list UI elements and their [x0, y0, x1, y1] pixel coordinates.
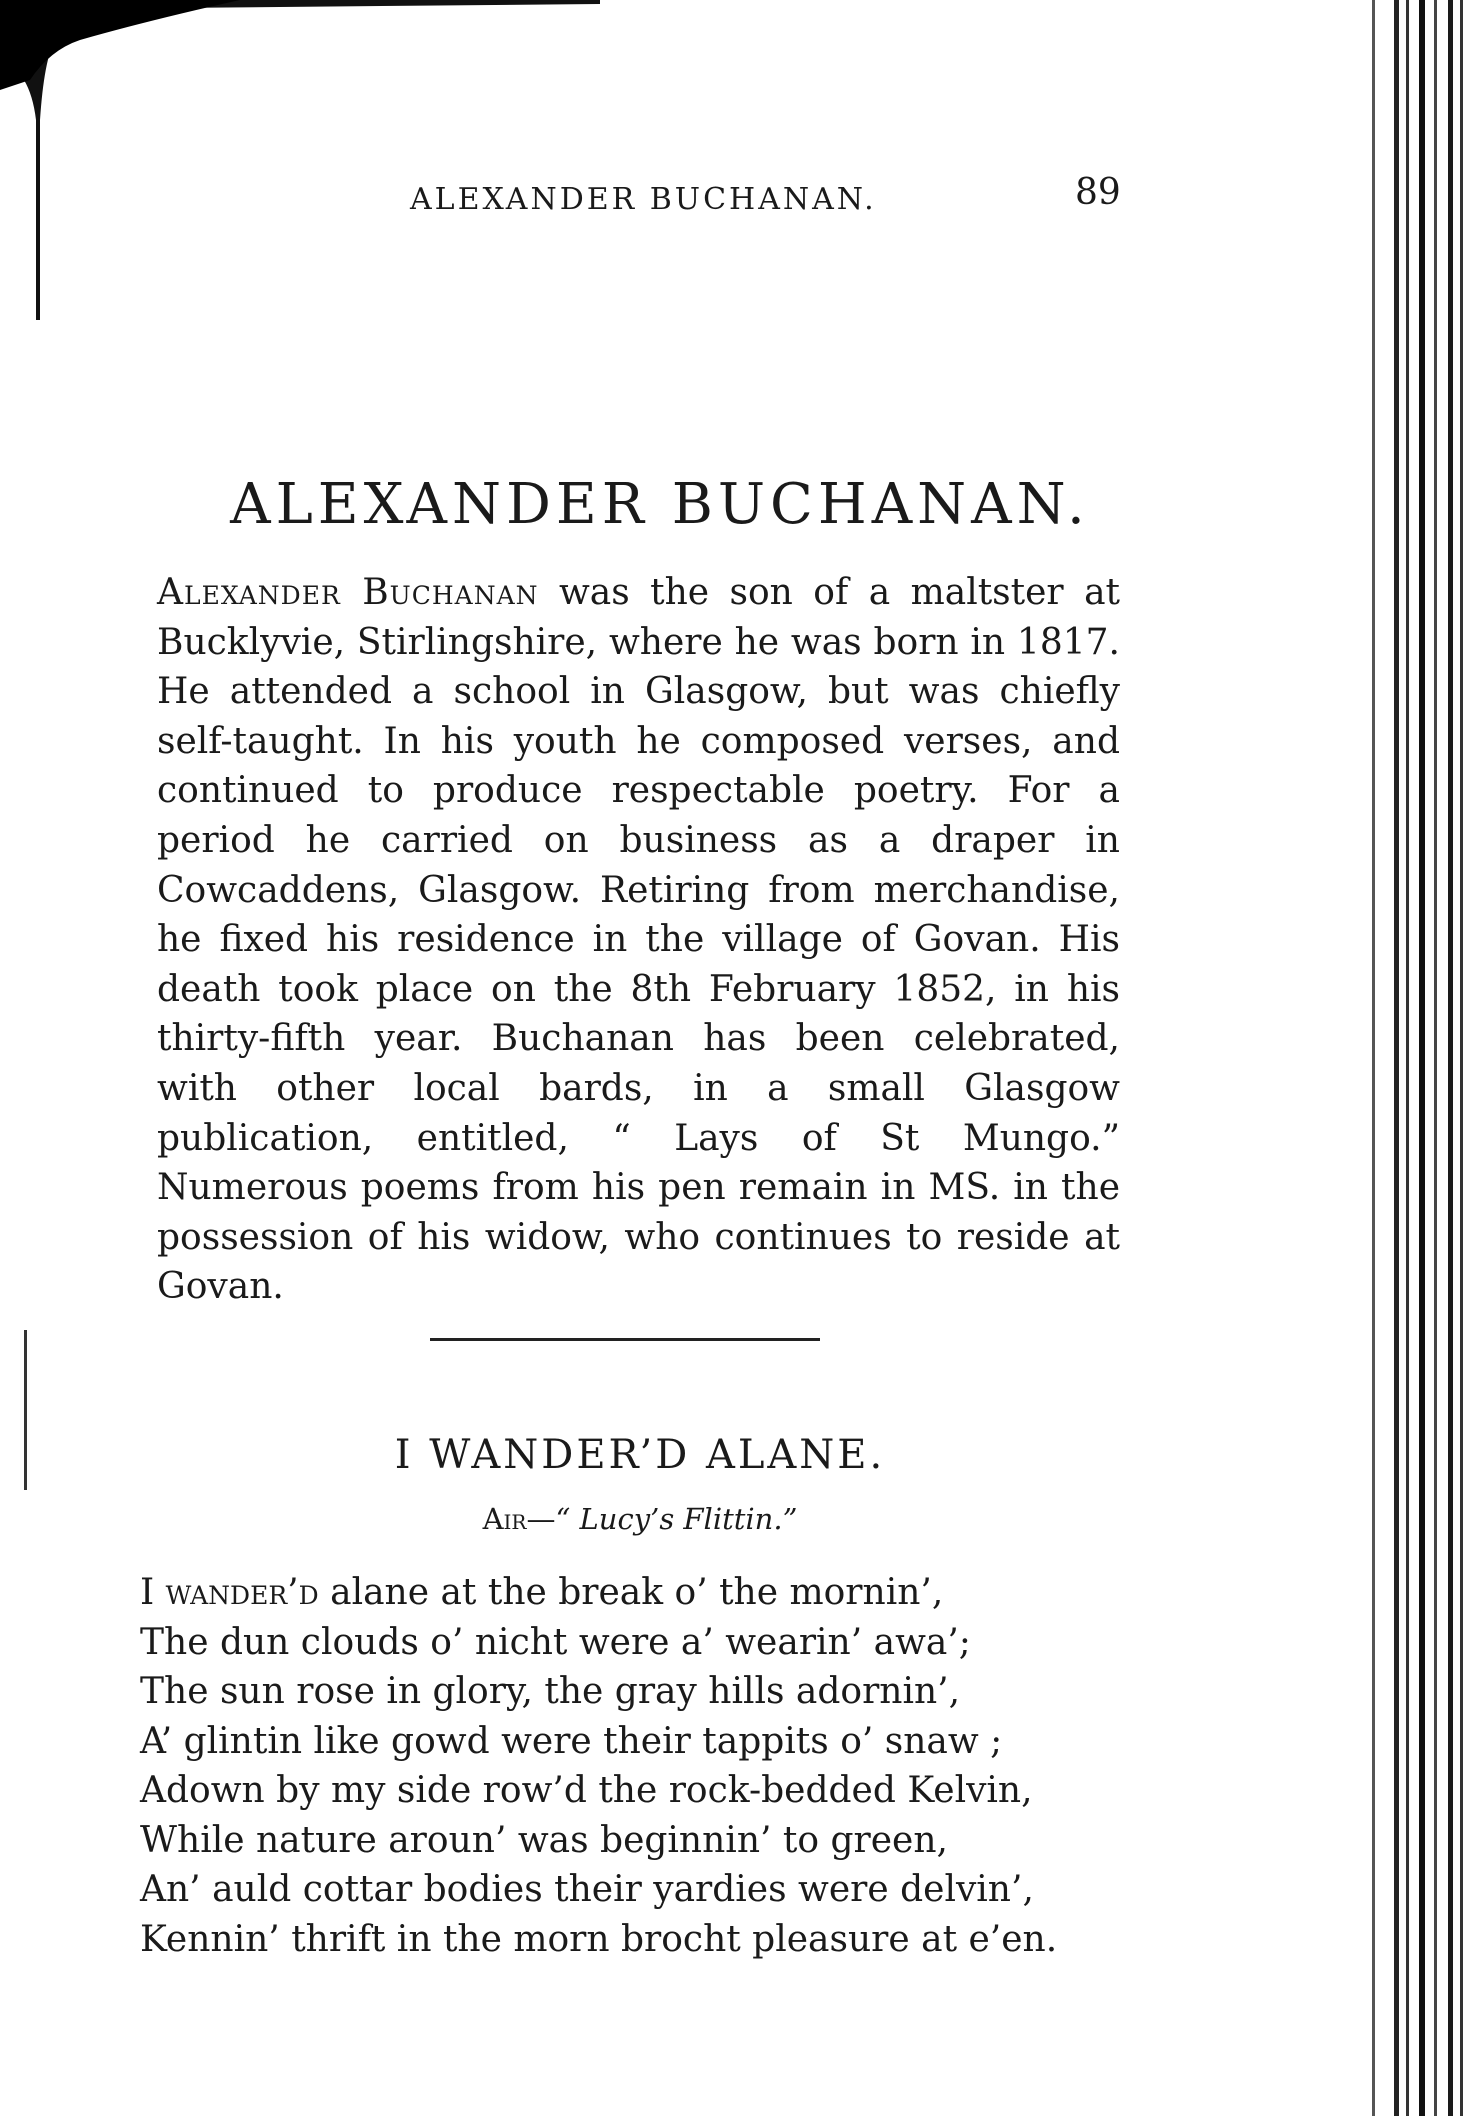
poem-line [140, 1568, 1057, 1618]
air-note [160, 1502, 1120, 1536]
poem-line: A’ glintin like gowd were their tappits o’ snaw ; [140, 1720, 1003, 1762]
poem-line: Kennin’ thrift in the morn brocht pleasure at e’en. [140, 1918, 1058, 1960]
article-title: ALEXANDER BUCHANAN. [230, 472, 1090, 537]
air-label: Air— [482, 1502, 556, 1536]
lead-name: Alexander Buchanan [157, 572, 539, 613]
page-edge-spine [1364, 0, 1469, 2116]
air-title: “ Lucy’s Flittin.” [555, 1502, 798, 1536]
poem-line: While nature aroun’ was beginnin’ to green, [140, 1819, 948, 1861]
margin-rule [24, 1330, 27, 1490]
poem-line: The dun clouds o’ nicht were a’ wearin’ awa’; [140, 1621, 971, 1663]
running-head-title: ALEXANDER BUCHANAN. [410, 182, 877, 217]
section-divider [430, 1338, 820, 1341]
poem-line: An’ auld cottar bodies their yardies were delvin’, [140, 1869, 1034, 1910]
biography-paragraph [157, 568, 1120, 1312]
poem-line: The sun rose in glory, the gray hills adornin’, [140, 1671, 961, 1712]
poem-line-text: alane at the break o’ the mornin’, [318, 1572, 944, 1613]
poem-first-word: I wander’d [140, 1572, 319, 1613]
poem-stanza [140, 1568, 1057, 1964]
biography-text: was the son of a maltster at Bucklyvie, Stirlingshire, where he was born in 1817. He attended a school in Glasgow, but was chiefly self-taught. In his youth he composed verses, and continued to produce respectable poetry. For a period he carried on business as a draper in Cowcaddens, Glasgow. Retiring from merchandise, he fixed his residence in the village of Govan. His death took place on the 8th February 1852, in his thirty-fifth year. Buchanan has been celebrated, with other local bards, in a small Glasgow publication, entitled, “ Lays of St Mungo.” Numerous poems from his pen remain in MS. in the possession of his widow, who continues to reside at Govan. [157, 572, 1120, 1308]
page-number: 89 [1075, 172, 1121, 213]
poem-title: I WANDER’D ALANE. [394, 1432, 886, 1478]
poem-line: Adown by my side row’d the rock-bedded Kelvin, [140, 1770, 1033, 1811]
scan-shadow-corner [0, 0, 600, 320]
